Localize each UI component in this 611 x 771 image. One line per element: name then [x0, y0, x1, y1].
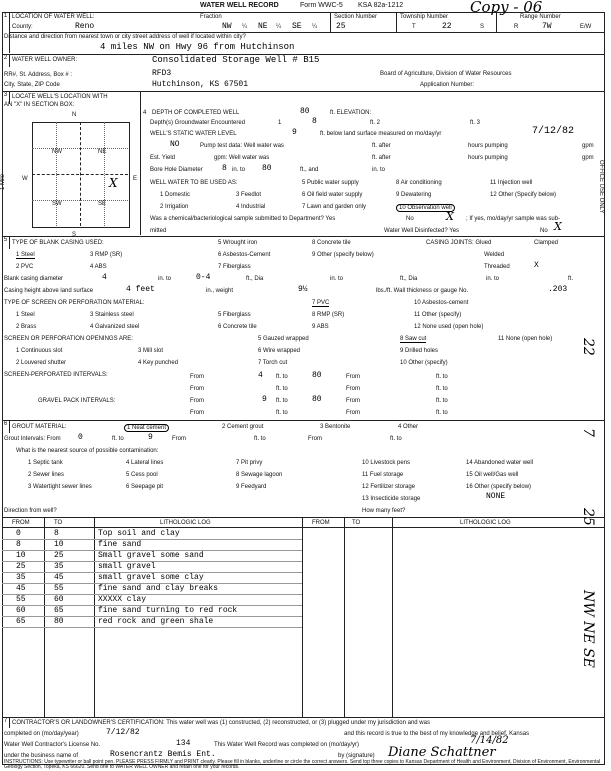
joints-label: CASING JOINTS: Glued [426, 240, 492, 246]
casing-6: 6 Asbestos-Cement [218, 252, 271, 258]
casing-1: 1 Steel [16, 252, 35, 258]
section-number-label: Section Number [334, 14, 378, 20]
owner-value: Consolidated Storage Well # B15 [152, 55, 320, 65]
use-12: 12 Other (Specify below) [490, 192, 557, 198]
screen-10: 10 Asbestos-cement [414, 300, 469, 306]
log-table [2, 529, 302, 717]
license-label: Water Well Contractor's License No. [4, 742, 101, 748]
grout-to-label: ft. to [112, 436, 124, 442]
depth-label: DEPTH OF COMPLETED WELL [152, 110, 240, 116]
grout-intervals-label: Grout Intervals: From [4, 436, 61, 442]
yield-gpm: gpm: Well water was [214, 155, 270, 161]
screen-11: 11 Other (specify) [414, 312, 462, 318]
log-from-header-2: FROM [312, 520, 330, 526]
contam-1: 1 Septic tank [28, 460, 63, 466]
chem-sample-tail: ; If yes, mo/day/yr sample was sub- [466, 216, 561, 222]
contam-12: 12 Fertilizer storage [362, 484, 416, 490]
quarter-mark-2: ¼ [276, 24, 282, 30]
log-to-cell: 35 [54, 562, 64, 571]
screen-2: 2 Brass [16, 324, 37, 330]
completed-date: 7/12/82 [106, 728, 140, 737]
opening-10: 10 Other (specify) [400, 360, 448, 366]
pump-gpm-1: gpm [582, 143, 594, 149]
grout-from-value: 0 [78, 433, 83, 442]
margin-mark-range: 7 [580, 428, 596, 437]
gravel-from-label-3: From [190, 410, 204, 416]
log-title-header-2: LITHOLOGIC LOG [460, 520, 511, 526]
use-10-circled: 10 Observation well [396, 204, 455, 212]
grout-3: 3 Bentonite [320, 424, 351, 430]
chem-sample-no: No [406, 216, 414, 222]
section-box [32, 122, 130, 228]
log-to-cell: 65 [54, 606, 64, 615]
opening-4: 4 Key punched [138, 360, 179, 366]
perf-to-label-3: ft. to [276, 386, 288, 392]
log-title-header: LITHOLOGIC LOG [160, 520, 211, 526]
form-number: Form WWC-5 [300, 2, 343, 9]
city-label: City, State, ZIP Code [4, 82, 60, 88]
locate-label-1: LOCATE WELL'S LOCATION WITH [12, 94, 108, 100]
use-2: 2 Irrigation [160, 204, 189, 210]
static-level-label: WELL'S STATIC WATER LEVEL [150, 131, 237, 137]
groundwater-2: ft. 2 [370, 120, 381, 126]
chem-sample-x: X [446, 210, 454, 223]
joints-clamped: Clamped [534, 240, 559, 246]
south-label: S [72, 232, 77, 238]
blank-diameter-label: Blank casing diameter [4, 276, 64, 282]
board-label: Board of Agriculture, Division of Water Resources [380, 71, 512, 77]
blank-ft-dia-2: ft., Dia [400, 276, 418, 282]
casing-9: 9 Other (specify below) [312, 252, 374, 258]
casing-weight-value: 9½ [298, 285, 308, 294]
nw-label: NW [52, 149, 62, 155]
pump-test-no: NO [170, 140, 180, 149]
west-label: W [22, 176, 28, 182]
contam-16: 16 Other (specify below) [466, 484, 532, 490]
submitted-label: mitted [150, 228, 167, 234]
casing-weight-label: in., weight [206, 288, 234, 294]
township-s: S [480, 24, 485, 30]
gravel-to-label-2: ft. to [436, 398, 448, 404]
disinfected-label: Water Well Disinfected? Yes [384, 228, 460, 234]
grout-to-label-2: ft. to [254, 436, 266, 442]
opening-7: 7 Torch cut [258, 360, 288, 366]
blank-diameter-value: 4 [102, 273, 107, 282]
gravel-to-value: 80 [312, 395, 322, 404]
perf-from-label: From [190, 374, 204, 380]
range-label: Range Number [520, 14, 561, 20]
use-7: 7 Lawn and garden only [302, 204, 367, 210]
section-2-number: 2 [2, 55, 10, 67]
casing-height-value: 4 feet [126, 285, 155, 294]
pump-after-2: ft. after [372, 155, 391, 161]
blank-ft: ft. [568, 276, 574, 282]
east-label: E [133, 176, 138, 182]
log-desc-cell: XXXXX clay [98, 595, 147, 604]
joints-threaded-x: X [534, 261, 539, 270]
pump-hours-1: hours pumping [468, 143, 508, 149]
blank-to-label: in. to [158, 276, 172, 282]
disinfected-no: No [540, 228, 548, 234]
log-to-cell: 55 [54, 584, 64, 593]
opening-11: 11 None (open hole) [498, 336, 553, 342]
wall-thickness-label: lbs./ft. Wall thickness or gauge No. [376, 288, 469, 294]
contam-11: 11 Fuel storage [362, 472, 404, 478]
fraction-2: NE [258, 22, 268, 31]
blank-in-to: in. to [330, 276, 344, 282]
distance-value: 4 miles NW on Hwy 96 from Hutchinson [100, 42, 295, 52]
casing-2: 2 PVC [16, 264, 34, 270]
log-from-cell: 10 [16, 551, 26, 560]
completed-label: completed on (mo/day/year) [4, 731, 79, 737]
log-desc-cell: small gravel [98, 562, 156, 571]
north-label: N [72, 112, 77, 118]
bore-label: Bore Hole Diameter [150, 167, 203, 173]
signature-label: by (signature) [338, 753, 375, 759]
log-to-cell: 60 [54, 595, 64, 604]
sw-label: SW [52, 201, 62, 207]
township-value: 22 [442, 22, 452, 31]
log-to-cell: 25 [54, 551, 64, 560]
groundwater-1: 1 [278, 120, 282, 126]
screen-7: 7 PVC [312, 300, 330, 306]
groundwater-value: 8 [312, 117, 317, 126]
office-use-label: OFFICE USE ONLY [598, 160, 604, 214]
grout-1-circled: 1 Neat cement [124, 424, 169, 432]
pump-gpm-2: gpm [582, 155, 594, 161]
contam-10: 10 Livestock pens [362, 460, 411, 466]
log-from-cell: 35 [16, 573, 26, 582]
perf-from-label-2: From [346, 374, 360, 380]
opening-9: 9 Drilled holes [400, 348, 439, 354]
gravel-to-label-4: ft. to [436, 410, 448, 416]
log-desc-cell: Small gravel some sand [98, 551, 204, 560]
log-to-header: TO [54, 520, 63, 526]
log-to-cell: 8 [54, 529, 59, 538]
grout-to-label-3: ft. to [390, 436, 402, 442]
signature: Diane Schattner [388, 745, 496, 760]
margin-mark-township: 22 [580, 338, 596, 356]
record-date-value: 7/14/82 [470, 735, 509, 746]
log-from-cell: 45 [16, 584, 26, 593]
fraction-3: SE [292, 22, 302, 31]
gravel-from-label-2: From [346, 398, 360, 404]
log-from-cell: 60 [16, 606, 26, 615]
wall-thickness-value: .203 [548, 285, 568, 294]
gravel-to-label-3: ft. to [276, 410, 288, 416]
section-4-number: 4 [143, 110, 147, 116]
rr-label: RR#, St. Address, Box # : [4, 72, 73, 78]
pump-hours-2: hours pumping [468, 155, 508, 161]
log-from-header: FROM [12, 520, 30, 526]
well-location-mark: X [109, 176, 118, 190]
casing-5: 5 Wrought iron [218, 240, 258, 246]
rr-value: RFD3 [152, 69, 172, 78]
distance-label: Distance and direction from nearest town or city street address of well if located within city? [4, 34, 246, 40]
section-7-number: 7 [2, 718, 10, 728]
ksa-reference: KSA 82a-1212 [358, 2, 404, 9]
use-3: 3 Feedlot [236, 192, 262, 198]
perf-from-value: 4 [258, 371, 263, 380]
section-6-number: 6 [2, 421, 10, 433]
blank-in-to-2: in. to [486, 276, 500, 282]
use-label: WELL WATER TO BE USED AS: [150, 180, 238, 186]
static-level-tail: ft. below land surface measured on mo/day/yr [320, 131, 442, 137]
bore-to: in. to [232, 167, 246, 173]
use-1: 1 Domestic [160, 192, 191, 198]
casing-label: TYPE OF BLANK CASING USED: [12, 240, 104, 246]
screen-3: 3 Stainless steel [90, 312, 134, 318]
perf-to-label-2: ft. to [436, 374, 448, 380]
section-3-number: 3 [2, 92, 10, 104]
use-6: 6 Oil field water supply [302, 192, 363, 198]
range-r: R [514, 24, 519, 30]
screen-9: 9 ABS [312, 324, 329, 330]
pump-test-label: Pump test data: Well water was [200, 143, 284, 149]
county-value: Reno [75, 22, 95, 31]
contam-13: 13 Insecticide storage [362, 496, 421, 502]
grout-2: 2 Cement grout [222, 424, 264, 430]
owner-label: WATER WELL OWNER: [12, 57, 78, 63]
log-to-cell: 80 [54, 617, 64, 626]
log-desc-cell: fine sand [98, 540, 142, 549]
contam-15: 15 Oil well/Gas well [466, 472, 519, 478]
screen-6: 6 Concrete tile [218, 324, 257, 330]
township-t: T [412, 24, 416, 30]
bore-in-to: in. to [372, 167, 386, 173]
gravel-from-label: From [190, 398, 204, 404]
elevation-label: ft. ELEVATION: [330, 110, 372, 116]
gravel-pack-label: GRAVEL PACK INTERVALS: [38, 398, 116, 404]
contam-9: 9 Feedyard [236, 484, 267, 490]
ne-label: NE [98, 149, 107, 155]
fraction-1: NW [222, 22, 232, 31]
how-many-feet-label: How many feet? [362, 508, 406, 514]
joints-threaded: Threaded [484, 264, 510, 270]
fraction-label: Fraction [200, 14, 222, 20]
screen-5: 5 Fiberglass [218, 312, 251, 318]
log-from-cell: 0 [16, 529, 21, 538]
quarter-mark-3: ¼ [312, 24, 318, 30]
casing-4: 4 ABS [90, 264, 107, 270]
section-number-value: 25 [336, 22, 346, 31]
mile-label: 1 Mile [0, 173, 6, 190]
opening-6: 6 Wire wrapped [258, 348, 301, 354]
grout-to-value: 9 [148, 433, 153, 442]
groundwater-label: Depth(s) Groundwater Encountered [150, 120, 246, 126]
perf-to-label: ft. to [276, 374, 288, 380]
contam-2: 2 Sewer lines [28, 472, 65, 478]
log-from-cell: 55 [16, 595, 26, 604]
log-desc-cell: small gravel some clay [98, 573, 204, 582]
opening-2: 2 Louvered shutter [16, 360, 67, 366]
location-title: LOCATION OF WATER WELL: [12, 14, 95, 20]
use-9: 9 Dewatering [396, 192, 432, 198]
log-desc-cell: Top soil and clay [98, 529, 180, 538]
contam-5: 5 Cess pool [126, 472, 158, 478]
contamination-label: What is the nearest source of possible contamination: [16, 448, 159, 454]
range-ew: E/W [580, 24, 592, 30]
gravel-to-label: ft. to [276, 398, 288, 404]
chem-sample-label: Was a chemical/bacteriological sample submitted to Department? Yes [150, 216, 336, 222]
contam-8: 8 Sewage lagoon [236, 472, 283, 478]
contam-4: 4 Lateral lines [126, 460, 164, 466]
contam-14: 14 Abandoned water well [466, 460, 534, 466]
application-label: Application Number: [420, 82, 475, 88]
range-value: 7W [542, 22, 552, 31]
log-desc-cell: red rock and green shale [98, 617, 214, 626]
record-date-label: This Water Well Record was completed on (mo/day/yr) [214, 742, 360, 748]
business-label: under the business name of [4, 753, 79, 759]
bore-depth: 80 [262, 164, 272, 173]
grout-from-label-3: From [308, 436, 322, 442]
certification-text: CONTRACTOR'S OR LANDOWNER'S CERTIFICATION: This water well was (1) constructed, (2) reconstructed, or (3) plugged under my jurisdiction and was [12, 720, 430, 726]
perf-from-label-4: From [346, 386, 360, 392]
county-label: County: [12, 24, 33, 30]
use-8: 8 Air conditioning [396, 180, 442, 186]
static-level-value: 9 [292, 128, 297, 137]
log-from-cell: 8 [16, 540, 21, 549]
casing-7: 7 Fiberglass [218, 264, 251, 270]
certification-text-2: and this record is true to the best of my knowledge and belief. Kansas [344, 731, 530, 737]
screen-label: TYPE OF SCREEN OR PERFORATION MATERIAL: [4, 300, 145, 306]
contam-6: 6 Seepage pit [126, 484, 164, 490]
static-level-date: 7/12/82 [532, 126, 575, 137]
bore-and: ft., and [300, 167, 319, 173]
township-label: Township Number [400, 14, 449, 20]
gravel-from-label-4: From [346, 410, 360, 416]
license-value: 134 [176, 739, 191, 748]
perf-intervals-label: SCREEN-PERFORATED INTERVALS: [4, 372, 108, 378]
section-1-number: 1 [2, 13, 10, 53]
log-to-cell: 45 [54, 573, 64, 582]
city-value: Hutchinson, KS 67501 [152, 80, 249, 89]
grout-4: 4 Other [398, 424, 419, 430]
casing-3: 3 RMP (SR) [90, 252, 123, 258]
screen-1: 1 Steel [16, 312, 35, 318]
margin-mark-fraction: NW NE SE [580, 590, 596, 668]
grout-from-label-2: From [172, 436, 186, 442]
log-from-cell: 65 [16, 617, 26, 626]
pump-after-1: ft. after [372, 143, 391, 149]
use-5: 5 Public water supply [302, 180, 359, 186]
perf-to-label-4: ft. to [436, 386, 448, 392]
copy-note: Copy - 06 [470, 0, 543, 16]
contam-7: 7 Pit privy [236, 460, 263, 466]
quarter-mark-1: ¼ [242, 24, 248, 30]
depth-value: 80 [300, 107, 310, 116]
screen-4: 4 Galvanized steel [90, 324, 140, 330]
log-from-cell: 25 [16, 562, 26, 571]
blank-depth-value: 0-4 [196, 273, 211, 282]
use-4: 4 Industrial [236, 204, 266, 210]
screen-8: 8 RMP (SR) [312, 312, 345, 318]
log-desc-cell: fine sand turning to red rock [98, 606, 238, 615]
business-value: Rosencrantz Bemis Ent. [110, 750, 216, 759]
section-5-number: 5 [2, 237, 10, 249]
margin-mark-section: 25 [580, 508, 596, 526]
opening-5: 5 Gauzed wrapped [258, 336, 309, 342]
form-title: WATER WELL RECORD [200, 2, 279, 9]
screen-12: 12 None used (open hole) [414, 324, 484, 330]
openings-label: SCREEN OR PERFORATION OPENINGS ARE: [4, 336, 133, 342]
disinfected-x: X [554, 220, 562, 233]
se-label: SE [98, 201, 107, 207]
contam-3: 3 Watertight sewer lines [28, 484, 92, 490]
gravel-from-value: 9 [262, 395, 267, 404]
opening-3: 3 Mill slot [138, 348, 164, 354]
casing-8: 8 Concrete tile [312, 240, 351, 246]
perf-to-value: 80 [312, 371, 322, 380]
use-11: 11 Injection well [490, 180, 533, 186]
groundwater-3: ft. 3 [470, 120, 481, 126]
grout-label: GROUT MATERIAL: [12, 424, 67, 430]
yield-label: Est. Yield [150, 155, 176, 161]
instructions: INSTRUCTIONS: Use typewriter or ball point pen. PLEASE PRESS FIRMLY and PRINT clearly. Please fill in blanks, underline or circle the correct answers. Send top three copies to Kansas Department of Health and Environment, Division of Environment, Environmental Geology Section, Topeka, KS 66620. Send one to WATER WELL OWNER and retain one for your records. [4, 759, 601, 770]
log-to-cell: 10 [54, 540, 64, 549]
locate-label-2: AN "X" IN SECTION BOX: [4, 102, 75, 108]
blank-ft-dia: ft., Dia [246, 276, 264, 282]
perf-from-label-3: From [190, 386, 204, 392]
contam-none: NONE [486, 492, 506, 501]
bore-value: 8 [222, 164, 227, 173]
log-to-header-2: TO [352, 520, 361, 526]
joints-welded: Welded [484, 252, 505, 258]
opening-1: 1 Continuous slot [16, 348, 63, 354]
opening-8: 8 Saw cut [400, 336, 427, 342]
direction-label: Direction from well? [4, 508, 57, 514]
log-desc-cell: fine sand and clay breaks [98, 584, 219, 593]
casing-height-label: Casing height above land surface [4, 288, 94, 294]
